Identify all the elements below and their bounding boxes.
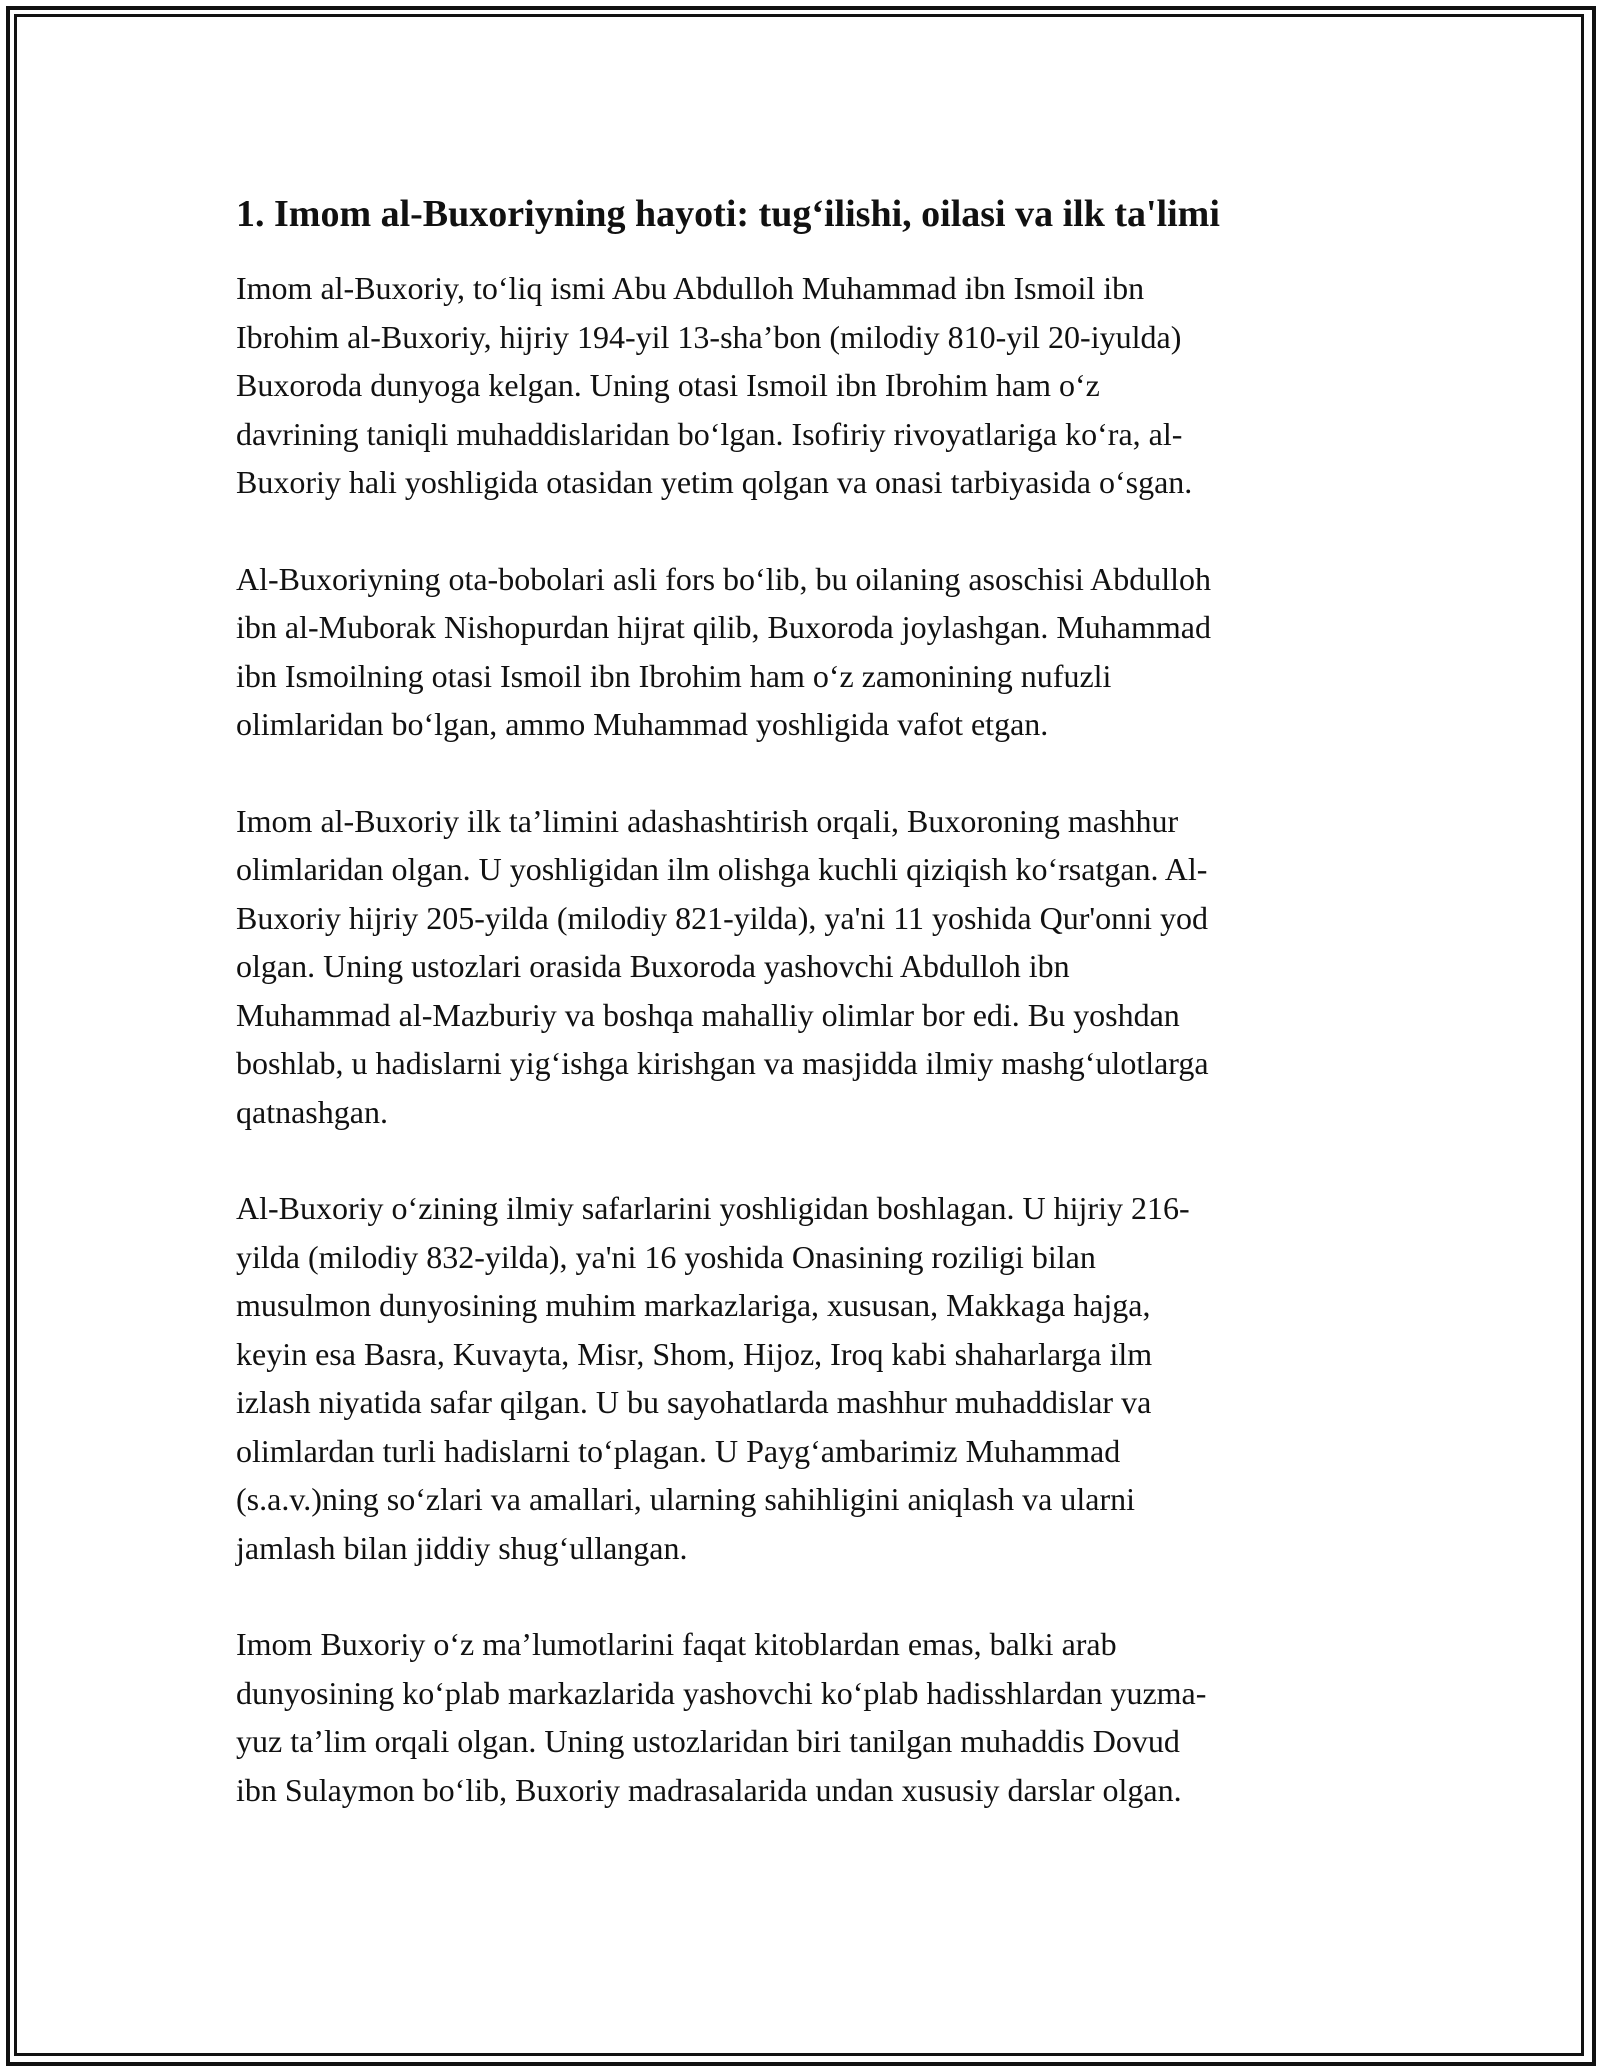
paragraph-ancestry xyxy=(236,555,1356,749)
text-line: ibn Sulaymon bo‘lib, Buxoriy madrasalarida undan xususiy darslar olgan. xyxy=(236,1771,1182,1808)
text-line: yilda (milodiy 832-yilda), ya'ni 16 yoshida Onasining roziligi bilan xyxy=(236,1238,1096,1275)
text-line: jamlash bilan jiddiy shug‘ullangan. xyxy=(236,1529,688,1566)
text-line: Ibrohim al-Buxoriy, hijriy 194-yil 13-sha’bon (milodiy 810-yil 20-iyulda) xyxy=(236,318,1182,355)
document-body xyxy=(236,186,1356,1862)
text-line: Imom al-Buxoriy, to‘liq ismi Abu Abdulloh Muhammad ibn Ismoil ibn xyxy=(236,270,1145,306)
paragraph-travels xyxy=(236,1184,1356,1572)
text-line: olgan. Uning ustozlari orasida Buxoroda yashovchi Abdulloh ibn xyxy=(236,948,1070,984)
text-line: qatnashgan. xyxy=(236,1093,388,1130)
text-line: dunyosining ko‘plab markazlarida yashovchi ko‘plab hadisshlardan yuzma- xyxy=(236,1674,1207,1711)
text-line: musulmon dunyosining muhim markazlariga, xususan, Makkaga hajga, xyxy=(236,1287,1151,1323)
text-line: ibn al-Muborak Nishopurdan hijrat qilib, Buxoroda joylashgan. Muhammad xyxy=(236,609,1211,645)
text-line: (s.a.v.)ning so‘zlari va amallari, ularning sahihligini aniqlash va ularni xyxy=(236,1481,1135,1517)
text-line: Imom al-Buxoriy ilk ta’limini adashashtirish orqali, Buxoroning mashhur xyxy=(236,802,1179,839)
text-line: Muhammad al-Mazburiy va boshqa mahalliy olimlar bor edi. Bu yoshdan xyxy=(236,996,1180,1033)
text-line: davrining taniqli muhaddislaridan bo‘lgan. Isofiriy rivoyatlariga ko‘ra, al- xyxy=(236,415,1183,452)
section-heading: 1. Imom al-Buxoriyning hayoti: tug‘ilishi, oilasi va ilk ta'limi xyxy=(236,193,1220,235)
text-line: boshlab, u hadislarni yig‘ishga kirishgan va masjidda ilmiy mashg‘ulotlarga xyxy=(236,1045,1209,1081)
text-line: olimlardan turli hadislarni to‘plagan. U Payg‘ambarimiz Muhammad xyxy=(236,1432,1121,1469)
text-line: Buxoriy hijriy 205-yilda (milodiy 821-yilda), ya'ni 11 yoshida Qur'onni yod xyxy=(236,899,1209,936)
text-line: Buxoroda dunyoga kelgan. Uning otasi Ismoil ibn Ibrohim ham o‘z xyxy=(236,367,1100,403)
text-line: Imom Buxoriy o‘z ma’lumotlarini faqat kitoblardan emas, balki arab xyxy=(236,1626,1117,1662)
text-line: yuz ta’lim orqali olgan. Uning ustozlaridan biri tanilgan muhaddis Dovud xyxy=(236,1723,1180,1759)
text-line: Al-Buxoriyning ota-bobolari asli fors bo‘lib, bu oilaning asoschisi Abdulloh xyxy=(236,560,1212,597)
paragraph-education xyxy=(236,797,1356,1137)
text-line: izlash niyatida safar qilgan. U bu sayohatlarda mashhur muhaddislar va xyxy=(236,1384,1152,1420)
text-line: keyin esa Basra, Kuvayta, Misr, Shom, Hijoz, Iroq kabi shaharlarga ilm xyxy=(236,1335,1153,1372)
text-line: Al-Buxoriy o‘zining ilmiy safarlarini yoshligidan boshlagan. U hijriy 216- xyxy=(236,1190,1190,1226)
text-line: Buxoriy hali yoshligida otasidan yetim qolgan va onasi tarbiyasida o‘sgan. xyxy=(236,464,1193,500)
paragraph-teachers xyxy=(236,1620,1356,1814)
text-line: olimlaridan olgan. U yoshligidan ilm olishga kuchli qiziqish ko‘rsatgan. Al- xyxy=(236,851,1208,887)
paragraph-birth xyxy=(236,264,1356,507)
text-line: ibn Ismoilning otasi Ismoil ibn Ibrohim ham o‘z zamonining nufuzli xyxy=(236,657,1112,694)
text-line: olimlaridan bo‘lgan, ammo Muhammad yoshligida vafot etgan. xyxy=(236,706,1049,742)
